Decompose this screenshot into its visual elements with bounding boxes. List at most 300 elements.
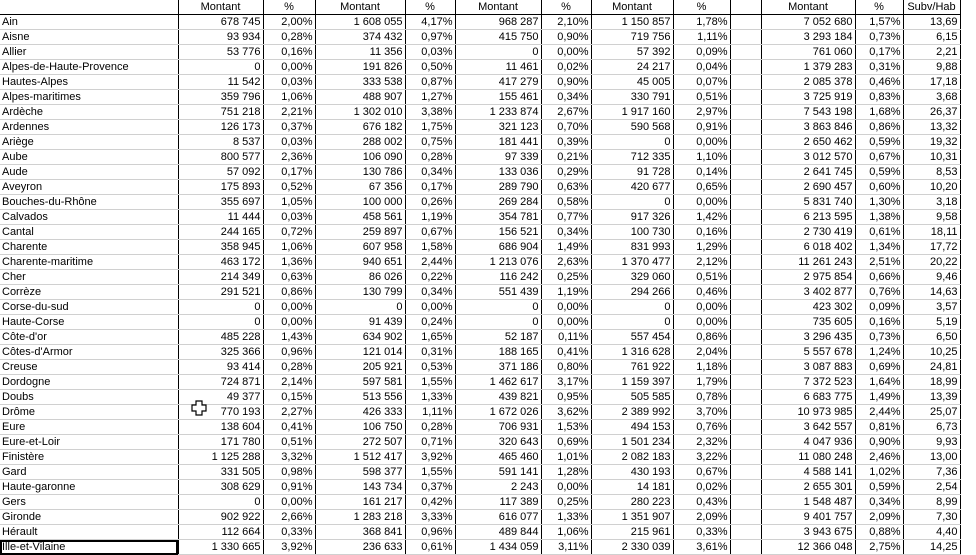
empty-cell[interactable] [730,300,761,315]
value-cell[interactable]: 1,29% [673,240,730,255]
empty-cell[interactable] [730,345,761,360]
value-cell[interactable]: 1,30% [855,195,903,210]
value-cell[interactable]: 0 [591,315,673,330]
value-cell[interactable]: 2,51% [855,255,903,270]
department-name-cell[interactable]: Haute-garonne [0,480,178,495]
value-cell[interactable]: 598 377 [315,465,405,480]
value-cell[interactable]: 359 796 [178,90,263,105]
value-cell[interactable]: 0 [178,315,263,330]
empty-cell[interactable] [730,360,761,375]
value-cell[interactable]: 686 904 [455,240,541,255]
value-cell[interactable]: 1,06% [263,90,315,105]
value-cell[interactable]: 52 187 [455,330,541,345]
value-cell[interactable]: 0,24% [405,315,455,330]
value-cell[interactable]: 0 [178,60,263,75]
value-cell[interactable]: 1 233 874 [455,105,541,120]
value-cell[interactable]: 0,00% [541,480,591,495]
value-cell[interactable]: 3 863 846 [761,120,855,135]
value-cell[interactable]: 1 379 283 [761,60,855,75]
value-cell[interactable]: 1,55% [405,375,455,390]
value-cell[interactable]: 308 629 [178,480,263,495]
header-cell[interactable]: % [263,0,315,15]
value-cell[interactable]: 1 316 628 [591,345,673,360]
value-cell[interactable]: 1 370 477 [591,255,673,270]
value-cell[interactable]: 0,70% [541,120,591,135]
value-cell[interactable]: 0,67% [855,150,903,165]
department-name-cell[interactable]: Hautes-Alpes [0,75,178,90]
value-cell[interactable]: 161 217 [315,495,405,510]
value-cell[interactable]: 0,59% [855,480,903,495]
value-cell[interactable]: 236 633 [315,540,405,555]
value-cell[interactable]: 770 193 [178,405,263,420]
department-name-cell[interactable]: Cantal [0,225,178,240]
value-cell[interactable]: 17,72 [903,240,960,255]
value-cell[interactable]: 0,00% [673,195,730,210]
value-cell[interactable]: 1,42% [673,210,730,225]
value-cell[interactable]: 0,00% [405,300,455,315]
empty-cell[interactable] [730,270,761,285]
value-cell[interactable]: 0,00% [673,300,730,315]
value-cell[interactable]: 18,11 [903,225,960,240]
value-cell[interactable]: 0,63% [263,270,315,285]
value-cell[interactable]: 4,40 [903,525,960,540]
value-cell[interactable]: 0,90% [855,435,903,450]
value-cell[interactable]: 557 454 [591,330,673,345]
value-cell[interactable]: 91 439 [315,315,405,330]
value-cell[interactable]: 489 844 [455,525,541,540]
value-cell[interactable]: 9,46 [903,270,960,285]
value-cell[interactable]: 1,55% [405,465,455,480]
value-cell[interactable]: 3,18 [903,195,960,210]
value-cell[interactable]: 0,87% [405,75,455,90]
value-cell[interactable]: 761 922 [591,360,673,375]
value-cell[interactable]: 0,29% [541,165,591,180]
value-cell[interactable]: 0,80% [541,360,591,375]
value-cell[interactable]: 325 366 [178,345,263,360]
value-cell[interactable]: 0,03% [263,210,315,225]
value-cell[interactable]: 0,52% [263,180,315,195]
empty-cell[interactable] [730,240,761,255]
value-cell[interactable]: 2,09% [673,510,730,525]
value-cell[interactable]: 1,33% [541,510,591,525]
value-cell[interactable]: 97 339 [455,150,541,165]
value-cell[interactable]: 12 366 048 [761,540,855,555]
value-cell[interactable]: 321 123 [455,120,541,135]
value-cell[interactable]: 3 943 675 [761,525,855,540]
value-cell[interactable]: 0,90% [541,30,591,45]
department-name-cell[interactable]: Gard [0,465,178,480]
empty-cell[interactable] [730,105,761,120]
value-cell[interactable]: 11 461 [455,60,541,75]
empty-cell[interactable] [730,465,761,480]
value-cell[interactable]: 902 922 [178,510,263,525]
empty-cell[interactable] [730,375,761,390]
value-cell[interactable]: 2 641 745 [761,165,855,180]
empty-cell[interactable] [730,75,761,90]
value-cell[interactable]: 2 975 854 [761,270,855,285]
department-name-cell[interactable]: Allier [0,45,178,60]
value-cell[interactable]: 940 651 [315,255,405,270]
value-cell[interactable]: 2 330 039 [591,540,673,555]
department-name-cell[interactable]: Corrèze [0,285,178,300]
empty-cell[interactable] [730,165,761,180]
value-cell[interactable]: 678 745 [178,15,263,30]
value-cell[interactable]: 0,31% [855,60,903,75]
value-cell[interactable]: 2,21% [263,105,315,120]
value-cell[interactable]: 494 153 [591,420,673,435]
department-name-cell[interactable]: Drôme [0,405,178,420]
value-cell[interactable]: 215 961 [591,525,673,540]
value-cell[interactable]: 269 284 [455,195,541,210]
department-name-cell[interactable]: Ille-et-Vilaine [0,540,178,555]
value-cell[interactable]: 3,57 [903,300,960,315]
value-cell[interactable]: 1,65% [405,330,455,345]
value-cell[interactable]: 0,75% [405,135,455,150]
value-cell[interactable]: 2 690 457 [761,180,855,195]
value-cell[interactable]: 1,57% [855,15,903,30]
value-cell[interactable]: 7 052 680 [761,15,855,30]
value-cell[interactable]: 272 507 [315,435,405,450]
empty-cell[interactable] [730,120,761,135]
value-cell[interactable]: 616 077 [455,510,541,525]
value-cell[interactable]: 126 173 [178,120,263,135]
empty-cell[interactable] [730,330,761,345]
value-cell[interactable]: 8,53 [903,165,960,180]
value-cell[interactable]: 3,33% [405,510,455,525]
value-cell[interactable]: 0,16% [855,315,903,330]
value-cell[interactable]: 3,17% [541,375,591,390]
value-cell[interactable]: 49 377 [178,390,263,405]
value-cell[interactable]: 5 831 740 [761,195,855,210]
value-cell[interactable]: 0,26% [405,195,455,210]
value-cell[interactable]: 465 460 [455,450,541,465]
value-cell[interactable]: 0,37% [263,120,315,135]
value-cell[interactable]: 761 060 [761,45,855,60]
header-cell[interactable]: Montant [178,0,263,15]
value-cell[interactable]: 0,96% [263,345,315,360]
value-cell[interactable]: 45 005 [591,75,673,90]
value-cell[interactable]: 0,98% [263,465,315,480]
value-cell[interactable]: 0,04% [673,60,730,75]
value-cell[interactable]: 100 000 [315,195,405,210]
header-cell[interactable]: % [855,0,903,15]
value-cell[interactable]: 171 780 [178,435,263,450]
value-cell[interactable]: 0,66% [855,270,903,285]
department-name-cell[interactable]: Ain [0,15,178,30]
value-cell[interactable]: 0,46% [855,75,903,90]
value-cell[interactable]: 0,51% [673,90,730,105]
value-cell[interactable]: 1 213 076 [455,255,541,270]
value-cell[interactable]: 0,97% [405,30,455,45]
value-cell[interactable]: 0,25% [541,270,591,285]
value-cell[interactable]: 0 [455,45,541,60]
value-cell[interactable]: 0,96% [405,525,455,540]
value-cell[interactable]: 10,25 [903,345,960,360]
value-cell[interactable]: 0,03% [405,45,455,60]
value-cell[interactable]: 0,00% [673,135,730,150]
value-cell[interactable]: 0,46% [673,285,730,300]
value-cell[interactable]: 25,07 [903,405,960,420]
value-cell[interactable]: 371 186 [455,360,541,375]
empty-cell[interactable] [730,150,761,165]
value-cell[interactable]: 1,36% [263,255,315,270]
value-cell[interactable]: 2,75% [855,540,903,555]
value-cell[interactable]: 0,34% [541,90,591,105]
value-cell[interactable]: 3,32% [263,450,315,465]
value-cell[interactable]: 426 333 [315,405,405,420]
value-cell[interactable]: 0,00% [263,495,315,510]
department-name-cell[interactable]: Alpes-de-Haute-Provence [0,60,178,75]
value-cell[interactable]: 485 228 [178,330,263,345]
header-cell[interactable] [0,0,178,15]
department-name-cell[interactable]: Hérault [0,525,178,540]
empty-cell[interactable] [730,525,761,540]
value-cell[interactable]: 112 664 [178,525,263,540]
value-cell[interactable]: 6,50 [903,330,960,345]
value-cell[interactable]: 0,67% [405,225,455,240]
value-cell[interactable]: 3,70% [673,405,730,420]
value-cell[interactable]: 244 165 [178,225,263,240]
value-cell[interactable]: 0,83% [855,90,903,105]
value-cell[interactable]: 1,58% [405,240,455,255]
value-cell[interactable]: 0,81% [855,420,903,435]
value-cell[interactable]: 11 356 [315,45,405,60]
value-cell[interactable]: 1 159 397 [591,375,673,390]
value-cell[interactable]: 11 542 [178,75,263,90]
value-cell[interactable]: 0,02% [541,60,591,75]
value-cell[interactable]: 4 588 141 [761,465,855,480]
value-cell[interactable]: 374 432 [315,30,405,45]
value-cell[interactable]: 0,22% [405,270,455,285]
value-cell[interactable]: 2,21 [903,45,960,60]
value-cell[interactable]: 116 242 [455,270,541,285]
value-cell[interactable]: 57 392 [591,45,673,60]
value-cell[interactable]: 0,09% [673,45,730,60]
department-name-cell[interactable]: Ariège [0,135,178,150]
value-cell[interactable]: 2,54 [903,480,960,495]
value-cell[interactable]: 6,73 [903,420,960,435]
value-cell[interactable]: 0,59% [855,165,903,180]
department-name-cell[interactable]: Calvados [0,210,178,225]
value-cell[interactable]: 2,14% [263,375,315,390]
value-cell[interactable]: 800 577 [178,150,263,165]
value-cell[interactable]: 0 [178,495,263,510]
department-name-cell[interactable]: Eure [0,420,178,435]
value-cell[interactable]: 1,68% [855,105,903,120]
value-cell[interactable]: 439 821 [455,390,541,405]
value-cell[interactable]: 712 335 [591,150,673,165]
value-cell[interactable]: 205 921 [315,360,405,375]
value-cell[interactable]: 3 725 919 [761,90,855,105]
value-cell[interactable]: 2,09% [855,510,903,525]
value-cell[interactable]: 831 993 [591,240,673,255]
value-cell[interactable]: 2,44% [405,255,455,270]
value-cell[interactable]: 1,05% [263,195,315,210]
value-cell[interactable]: 0,53% [405,360,455,375]
value-cell[interactable]: 331 505 [178,465,263,480]
value-cell[interactable]: 0,86% [673,330,730,345]
value-cell[interactable]: 289 790 [455,180,541,195]
value-cell[interactable]: 1 283 218 [315,510,405,525]
value-cell[interactable]: 0 [591,300,673,315]
value-cell[interactable]: 0,73% [855,330,903,345]
value-cell[interactable]: 2,00% [263,15,315,30]
value-cell[interactable]: 18,99 [903,375,960,390]
value-cell[interactable]: 91 728 [591,165,673,180]
value-cell[interactable]: 0,86% [263,285,315,300]
value-cell[interactable]: 1,18% [673,360,730,375]
value-cell[interactable]: 259 897 [315,225,405,240]
value-cell[interactable]: 13,69 [903,15,960,30]
value-cell[interactable]: 3 296 435 [761,330,855,345]
value-cell[interactable]: 14 181 [591,480,673,495]
value-cell[interactable]: 291 521 [178,285,263,300]
value-cell[interactable]: 26,37 [903,105,960,120]
value-cell[interactable]: 0,76% [855,285,903,300]
value-cell[interactable]: 0,15% [263,390,315,405]
value-cell[interactable]: 0,33% [263,525,315,540]
value-cell[interactable]: 0,00% [673,315,730,330]
header-cell[interactable]: % [673,0,730,15]
value-cell[interactable]: 8,99 [903,495,960,510]
value-cell[interactable]: 0,17% [855,45,903,60]
value-cell[interactable]: 0,77% [541,210,591,225]
department-name-cell[interactable]: Aube [0,150,178,165]
value-cell[interactable]: 1 512 417 [315,450,405,465]
value-cell[interactable]: 917 326 [591,210,673,225]
value-cell[interactable]: 735 605 [761,315,855,330]
value-cell[interactable]: 7 543 198 [761,105,855,120]
value-cell[interactable]: 3 012 570 [761,150,855,165]
value-cell[interactable]: 1 330 665 [178,540,263,555]
value-cell[interactable]: 1,24% [855,345,903,360]
value-cell[interactable]: 0,16% [263,45,315,60]
value-cell[interactable]: 1,34% [855,240,903,255]
value-cell[interactable]: 1,28% [541,465,591,480]
value-cell[interactable]: 2,04% [673,345,730,360]
value-cell[interactable]: 0,34% [405,165,455,180]
value-cell[interactable]: 458 561 [315,210,405,225]
value-cell[interactable]: 463 172 [178,255,263,270]
empty-cell[interactable] [730,195,761,210]
empty-cell[interactable] [730,60,761,75]
value-cell[interactable]: 9,88 [903,60,960,75]
department-name-cell[interactable]: Ardèche [0,105,178,120]
value-cell[interactable]: 3,92% [263,540,315,555]
value-cell[interactable]: 181 441 [455,135,541,150]
value-cell[interactable]: 2,66% [263,510,315,525]
empty-cell[interactable] [730,480,761,495]
value-cell[interactable]: 11 444 [178,210,263,225]
department-name-cell[interactable]: Charente-maritime [0,255,178,270]
department-name-cell[interactable]: Côte-d'or [0,330,178,345]
value-cell[interactable]: 0,00% [263,60,315,75]
value-cell[interactable]: 358 945 [178,240,263,255]
value-cell[interactable]: 0 [591,135,673,150]
value-cell[interactable]: 0,63% [541,180,591,195]
value-cell[interactable]: 0,03% [263,135,315,150]
value-cell[interactable]: 288 002 [315,135,405,150]
value-cell[interactable]: 13,39 [903,390,960,405]
value-cell[interactable]: 634 902 [315,330,405,345]
value-cell[interactable]: 1 125 288 [178,450,263,465]
empty-cell[interactable] [730,45,761,60]
value-cell[interactable]: 1 302 010 [315,105,405,120]
department-name-cell[interactable]: Alpes-maritimes [0,90,178,105]
value-cell[interactable]: 53 776 [178,45,263,60]
value-cell[interactable]: 724 871 [178,375,263,390]
value-cell[interactable]: 0,14% [673,165,730,180]
value-cell[interactable]: 1,53% [541,420,591,435]
header-cell[interactable]: Montant [455,0,541,15]
value-cell[interactable]: 2 389 992 [591,405,673,420]
value-cell[interactable]: 2,36% [263,150,315,165]
value-cell[interactable]: 1,33% [405,390,455,405]
value-cell[interactable]: 3,62% [541,405,591,420]
value-cell[interactable]: 130 786 [315,165,405,180]
value-cell[interactable]: 0,61% [405,540,455,555]
value-cell[interactable]: 1,01% [541,450,591,465]
value-cell[interactable]: 0,41% [263,420,315,435]
value-cell[interactable]: 0,00% [541,45,591,60]
value-cell[interactable]: 968 287 [455,15,541,30]
value-cell[interactable]: 156 521 [455,225,541,240]
value-cell[interactable]: 0,59% [855,135,903,150]
empty-cell[interactable] [730,390,761,405]
value-cell[interactable]: 3 087 883 [761,360,855,375]
value-cell[interactable]: 2,46% [855,450,903,465]
value-cell[interactable]: 0,61% [855,225,903,240]
empty-cell[interactable] [730,225,761,240]
value-cell[interactable]: 333 538 [315,75,405,90]
empty-cell[interactable] [730,315,761,330]
empty-cell[interactable] [730,450,761,465]
value-cell[interactable]: 2,10% [541,15,591,30]
value-cell[interactable]: 2,32% [673,435,730,450]
empty-cell[interactable] [730,90,761,105]
department-name-cell[interactable]: Haute-Corse [0,315,178,330]
value-cell[interactable]: 590 568 [591,120,673,135]
empty-cell[interactable] [730,495,761,510]
value-cell[interactable]: 0,25% [541,495,591,510]
department-name-cell[interactable]: Aude [0,165,178,180]
value-cell[interactable]: 676 182 [315,120,405,135]
value-cell[interactable]: 7,36 [903,465,960,480]
empty-cell[interactable] [730,405,761,420]
value-cell[interactable]: 0,34% [541,225,591,240]
empty-cell[interactable] [730,30,761,45]
value-cell[interactable]: 0,50% [405,60,455,75]
value-cell[interactable]: 8 537 [178,135,263,150]
value-cell[interactable]: 10 973 985 [761,405,855,420]
value-cell[interactable]: 0,91% [673,120,730,135]
empty-cell[interactable] [730,435,761,450]
header-cell[interactable]: % [541,0,591,15]
header-cell[interactable] [730,0,761,15]
value-cell[interactable]: 607 958 [315,240,405,255]
value-cell[interactable]: 505 585 [591,390,673,405]
value-cell[interactable]: 188 165 [455,345,541,360]
value-cell[interactable]: 20,22 [903,255,960,270]
value-cell[interactable]: 1 501 234 [591,435,673,450]
empty-cell[interactable] [730,255,761,270]
value-cell[interactable]: 591 141 [455,465,541,480]
value-cell[interactable]: 0,37% [405,480,455,495]
value-cell[interactable]: 2,63% [541,255,591,270]
value-cell[interactable]: 100 730 [591,225,673,240]
value-cell[interactable]: 6 683 775 [761,390,855,405]
value-cell[interactable]: 5 557 678 [761,345,855,360]
